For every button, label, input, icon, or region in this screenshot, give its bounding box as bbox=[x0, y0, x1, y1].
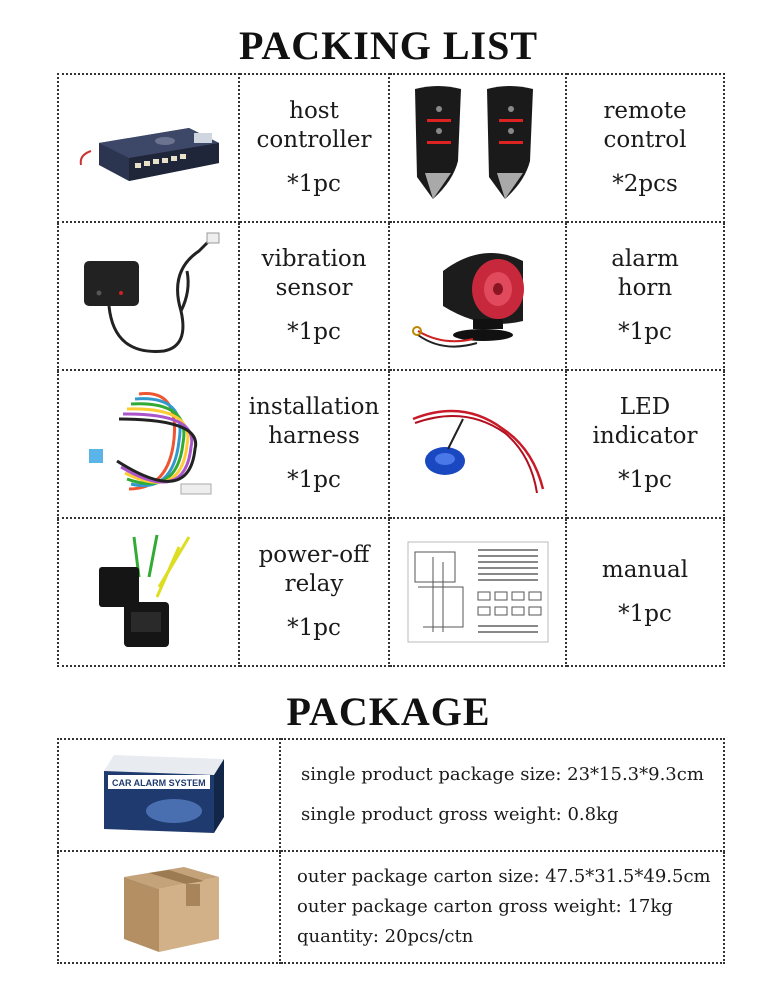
remote-control-qty: *2pcs bbox=[612, 171, 678, 197]
alarm-horn-qty: *1pc bbox=[618, 319, 672, 345]
single-weight-line: single product gross weight: 0.8kg bbox=[301, 804, 619, 825]
harness-image bbox=[58, 370, 239, 518]
carton-quantity-line: quantity: 20pcs/ctn bbox=[297, 926, 474, 947]
package-table bbox=[57, 738, 725, 964]
single-product-info bbox=[280, 739, 724, 851]
package-title: PACKAGE bbox=[286, 689, 491, 734]
carton-size-line: outer package carton size: 47.5*31.5*49.5cm bbox=[297, 866, 711, 887]
led-indicator-label: LED indicator *1pc bbox=[566, 370, 724, 518]
manual-qty: *1pc bbox=[618, 600, 672, 627]
harness-label: installation harness *1pc bbox=[239, 370, 389, 518]
carton-box-icon bbox=[104, 857, 234, 957]
relay-qty: *1pc bbox=[287, 615, 341, 641]
carton-box-image bbox=[58, 851, 280, 963]
host-controller-qty: *1pc bbox=[287, 171, 341, 197]
manual-label: manual *1pc bbox=[566, 518, 724, 666]
led-indicator-qty: *1pc bbox=[618, 467, 672, 493]
relay-label: power-off relay *1pc bbox=[239, 518, 389, 666]
vibration-sensor-label: vibration sensor *1pc bbox=[239, 222, 389, 370]
product-box-image bbox=[58, 739, 280, 851]
single-size-line: single product package size: 23*15.3*9.3cm bbox=[301, 764, 704, 785]
harness-qty: *1pc bbox=[287, 467, 341, 493]
vibration-sensor-image bbox=[58, 222, 239, 370]
packing-list-title: PACKING LIST bbox=[238, 23, 539, 68]
product-box-icon bbox=[94, 745, 244, 845]
alarm-horn-icon bbox=[403, 231, 553, 361]
vibration-sensor-icon bbox=[69, 231, 229, 361]
led-indicator-image bbox=[389, 370, 566, 518]
carton-weight-line: outer package carton gross weight: 17kg bbox=[297, 896, 673, 917]
harness-icon bbox=[69, 379, 229, 509]
led-indicator-icon bbox=[403, 389, 553, 499]
manual-icon bbox=[403, 537, 553, 647]
host-controller-icon bbox=[69, 103, 229, 193]
packing-list-table bbox=[57, 73, 725, 667]
vibration-sensor-qty: *1pc bbox=[287, 319, 341, 345]
host-controller-label: host controller *1pc bbox=[239, 74, 389, 222]
manual-image bbox=[389, 518, 566, 666]
relay-icon bbox=[69, 527, 229, 657]
remote-control-image bbox=[389, 74, 566, 222]
host-controller-image bbox=[58, 74, 239, 222]
outer-package-info bbox=[280, 851, 724, 963]
remote-control-label: remote control *2pcs bbox=[566, 74, 724, 222]
alarm-horn-image bbox=[389, 222, 566, 370]
remote-control-icon bbox=[403, 81, 553, 215]
relay-image bbox=[58, 518, 239, 666]
alarm-horn-label: alarm horn *1pc bbox=[566, 222, 724, 370]
box-brand-text: CAR ALARM SYSTEM bbox=[112, 778, 206, 788]
